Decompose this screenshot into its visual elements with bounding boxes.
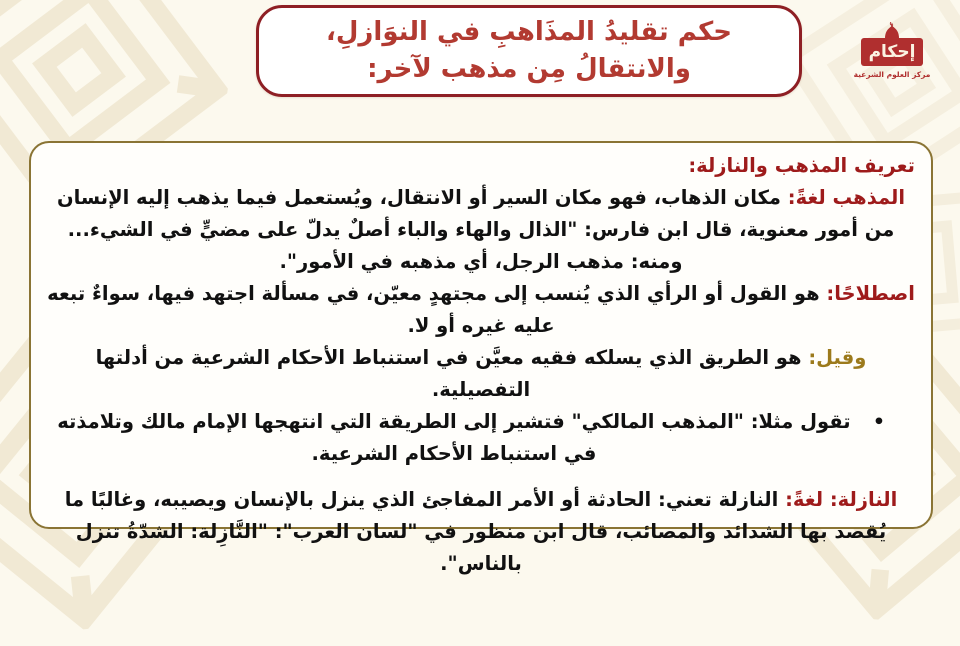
paragraph-istilahan	[48, 278, 916, 342]
text-waqila: هو الطريق الذي يسلكه فقيه معيَّن في استنباط الأحكام الشرعية من أدلتها التفصيلية.	[96, 346, 810, 401]
paragraph-nazila	[48, 484, 916, 580]
slide-title-line1: حكم تقليدُ المذَاهبِ في النوَازلِ،	[327, 17, 733, 47]
bullet-text-maliki-example: تقول مثلا: "المذهب المالكي" فتشير إلى الطريقة التي انتهجها الإمام مالك وتلامذته في استنباط الأحكام الشرعية.	[58, 410, 852, 465]
logo-subtitle: مركز العلوم الشرعية	[854, 70, 932, 79]
lead-istilahan: اصطلاحًا:	[827, 282, 916, 305]
content-box	[30, 141, 934, 575]
paragraph-madhhab-lugha	[48, 182, 916, 278]
slide-title-box	[257, 5, 803, 97]
mosque-dome-icon	[852, 22, 934, 38]
slide-title-line2: والانتقالُ مِن مذهب لآخر:	[368, 54, 692, 84]
bullet-marker: •	[873, 411, 886, 433]
bullet-item-maliki-example	[48, 406, 916, 470]
paragraph-waqila	[48, 342, 916, 406]
lead-madhhab-lugha: المذهب لغةً:	[788, 186, 907, 209]
text-madhhab-lugha: مكان الذهاب، فهو مكان السير أو الانتقال، ويُستعمل فيما يذهب إليه الإنسان من أمور معنوية، قال ابن فارس: "الذال والهاء والباء أصلٌ يدلّ على مضيٍّ في الشيء... ومنه: مذهب الرجل، أي مذهبه في الأمور".	[57, 186, 896, 273]
logo-badge: إحكام	[862, 38, 924, 66]
definitions-heading: تعريف المذهب والنازلة:	[689, 154, 916, 177]
lead-nazila: النازلة: لغةً:	[786, 488, 899, 511]
ahkam-logo	[852, 22, 934, 79]
text-istilahan: هو القول أو الرأي الذي يُنسب إلى مجتهدٍ معيّن، في مسألة اجتهد فيها، سواءٌ تبعه عليه غيره أو لا.	[48, 282, 828, 337]
lead-waqila: وقيل:	[809, 346, 868, 369]
text-nazila: النازلة تعني: الحادثة أو الأمر المفاجئ الذي ينزل بالإنسان ويصيبه، وغالبًا ما يُقصد بها الشدائد والمصائب، قال ابن منظور في "لسان العرب": "النَّازِلة: الشدّةُ تنزل بالناس".	[65, 488, 888, 575]
